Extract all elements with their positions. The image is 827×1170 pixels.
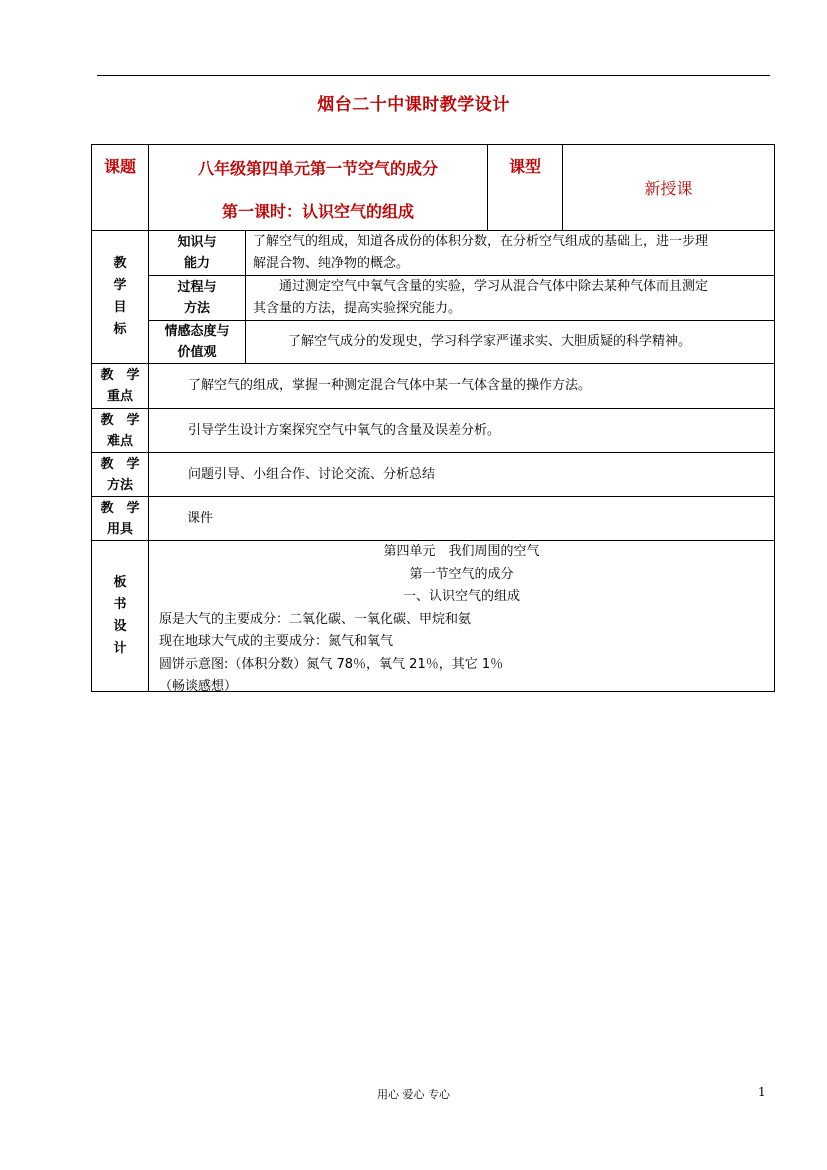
methods-label [92,453,148,496]
label-line: 重点 [106,389,133,404]
table-border-right [774,144,775,692]
board-label-char: 设 [113,619,127,634]
board-label-char: 计 [113,641,127,656]
objectives-label-char: 教 [113,256,127,271]
objective-text-line: 通过测定空气中氧气含量的实验，学习从混合气体中除去某种气体而且测定 [253,279,709,294]
objective-sublabel-line: 价值观 [177,345,217,360]
objective-text-line: 了解空气的组成，知道各成份的体积分数，在分析空气组成的基础上，进一步理 [253,234,709,249]
board-design-content [149,541,774,694]
topic-label: 课题 [103,156,136,176]
objective-text-line: 解混合物、纯净物的概念。 [253,256,410,271]
label-line: 教 学 [100,500,140,516]
objective-sublabel-line: 方法 [183,301,210,316]
objective-sublabel [149,321,245,363]
column-divider [245,230,246,364]
label-line: 用具 [106,521,133,537]
board-section: 一、认识空气的组成 [402,589,520,604]
board-heading: 第四单元 我们周围的空气 [383,544,540,559]
objectives-label-char: 标 [113,322,127,337]
topic-line1: 八年级第四单元第一节空气的成分 [197,158,438,178]
type-label: 课型 [508,156,541,176]
board-label-char: 板 [113,575,127,590]
lesson-plan-table [91,144,775,692]
key-points-text: 了解空气的组成，掌握一种测定混合气体中某一气体含量的操作方法。 [188,378,592,393]
objective-sublabel [149,231,245,275]
objective-text [288,321,773,363]
objective-text-line: 了解空气成分的发现史，学习科学家严谨求实、大胆质疑的科学精神。 [288,334,692,349]
methods-text: 问题引导、小组合作、讨论交流、分析总结 [188,466,436,482]
objective-sublabel [149,276,245,320]
page-number: 1 [758,1085,766,1099]
label-line: 难点 [106,433,133,449]
board-line: （畅谈感想） [159,679,238,694]
board-subheading: 第一节空气的成分 [409,566,514,582]
board-design-label [92,541,148,691]
objective-sublabel-line: 情感态度与 [164,324,230,339]
footer-text: 用心 爱心 专心 [377,1088,450,1101]
objective-sublabel-line: 知识与 [177,235,217,250]
header-rule [97,75,770,76]
board-line: 现在地球大气成的主要成分：氮气和氧气 [159,634,394,649]
label-line: 教 学 [100,368,140,383]
objectives-label-char: 学 [113,278,127,293]
objectives-label [92,231,148,363]
difficulties-label [92,409,148,452]
objectives-label-char: 目 [113,300,127,315]
objective-text [253,276,773,320]
board-line: 圆饼示意图:（体积分数）氮气 78％，氧气 21％，其它 1％ [159,656,504,672]
board-line: 原是大气的主要成分：二氧化碳、一氧化碳、甲烷和氨 [159,611,472,627]
label-line: 方法 [106,477,133,493]
board-label-char: 书 [113,597,127,612]
key-points-label [92,364,148,408]
label-line: 教 学 [100,412,140,428]
objective-sublabel-line: 能力 [183,256,210,271]
objective-sublabel-line: 过程与 [177,280,217,295]
label-line: 教 学 [100,456,140,472]
document-title: 烟台二十中课时教学设计 [317,95,510,115]
tools-text: 课件 [187,510,214,526]
tools-label [92,497,148,540]
objective-text [253,231,773,275]
type-value: 新授课 [644,179,693,198]
difficulties-text: 引导学生设计方案探究空气中氧气的含量及误差分析。 [188,422,501,438]
objective-text-line: 其含量的方法，提高实验探究能力。 [253,301,462,316]
topic-line2: 第一课时：认识空气的组成 [221,201,414,221]
